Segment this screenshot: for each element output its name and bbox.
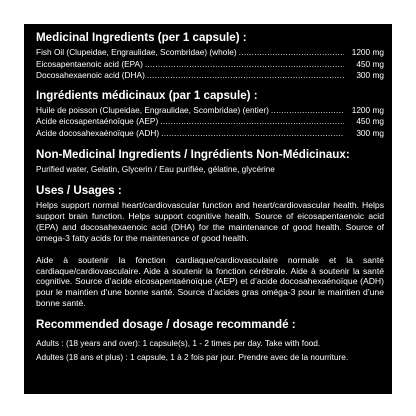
- leader-dots: [161, 128, 344, 140]
- leader-dots: [147, 70, 344, 82]
- leader-dots: [145, 59, 344, 71]
- leader-dots: [239, 47, 344, 59]
- medicinal-ingredients-title: Medicinal Ingredients (per 1 capsule) :: [36, 31, 247, 44]
- ingredient-name: Acide docosahexaénoïque (ADH): [36, 127, 160, 138]
- non-medicinal-title: Non-Medicinal Ingredients / Ingrédients Non-Médicinaux:: [36, 148, 350, 161]
- ingredient-row: [36, 70, 384, 82]
- ingredient-row-fr: [36, 128, 384, 140]
- leader-dots: [160, 116, 344, 128]
- dosage-title: Recommended dosage / dosage recommandé :: [36, 318, 296, 332]
- supplement-facts-panel: [24, 24, 392, 394]
- ingredient-name: Acide eicosapentaénoïque (AEP): [36, 116, 159, 126]
- ingredient-row-fr: [36, 116, 384, 128]
- ingredient-name: Eicosapentaenoic acid (EPA): [36, 58, 143, 69]
- ingredient-amount: 1200 mg: [351, 47, 384, 57]
- ingredient-name: Docosahexaenoic acid (DHA): [36, 70, 145, 80]
- ingredient-amount: 450 mg: [356, 58, 384, 69]
- ingredient-row: [36, 59, 384, 71]
- uses-text-fr: Aide à soutenir la fonction cardiaque/cardiovasculaire normale et la santé cardiaque/cardiovasculaire. Aide à soutenir la fonction cérébrale. Aide à soutenir la santé cognitive. Source d’acide eicosapentaénoïque (AEP) et d’acide docosahexaénoïque (ADH) pour le maintien d’une bonne santé. Source d’acides gras oméga-3 pour le maintien d’une bonne santé.: [36, 254, 384, 309]
- ingredient-name: Huile de poisson (Clupeidae, Engraulidae, Scombridae) (entier): [36, 104, 269, 115]
- uses-title: Uses / Usages :: [36, 184, 122, 197]
- dosage-adults-en: Adults : (18 years and over): 1 capsule(s), 1 - 2 times per day. Take with food.: [36, 338, 321, 349]
- uses-text-en: Helps support normal heart/cardiovascular function and heart/cardiovascular health. Helps support brain function. Helps support cognitive health. Source of eicosapentaenoic acid (EPA) and docosahexaenoic acid (DHA) for the maintenance of good health. Source of omega-3 fatty acids for the maintenance of good health.: [36, 200, 384, 243]
- ingredient-amount: 450 mg: [356, 116, 384, 126]
- medicinal-ingredients-fr-title: Ingrédients médicinaux (par 1 capsule) :: [36, 88, 258, 102]
- dosage-adults-fr: Adultes (18 ans et plus) : 1 capsule, 1 à 2 fois par jour. Prendre avec de la nourriture.: [36, 352, 349, 363]
- leader-dots: [271, 105, 344, 117]
- ingredient-amount: 1200 mg: [351, 104, 384, 115]
- ingredient-name: Fish Oil (Clupeidae, Engraulidae, Scombridae) (whole): [36, 47, 237, 57]
- non-medicinal-text: Purified water, Gelatin, Glycerin / Eau purifiée, gélatine, glycérine: [36, 164, 275, 174]
- ingredient-row: [36, 47, 384, 59]
- ingredient-row-fr: [36, 105, 384, 117]
- ingredient-amount: 300 mg: [356, 70, 384, 80]
- ingredient-amount: 300 mg: [356, 127, 384, 138]
